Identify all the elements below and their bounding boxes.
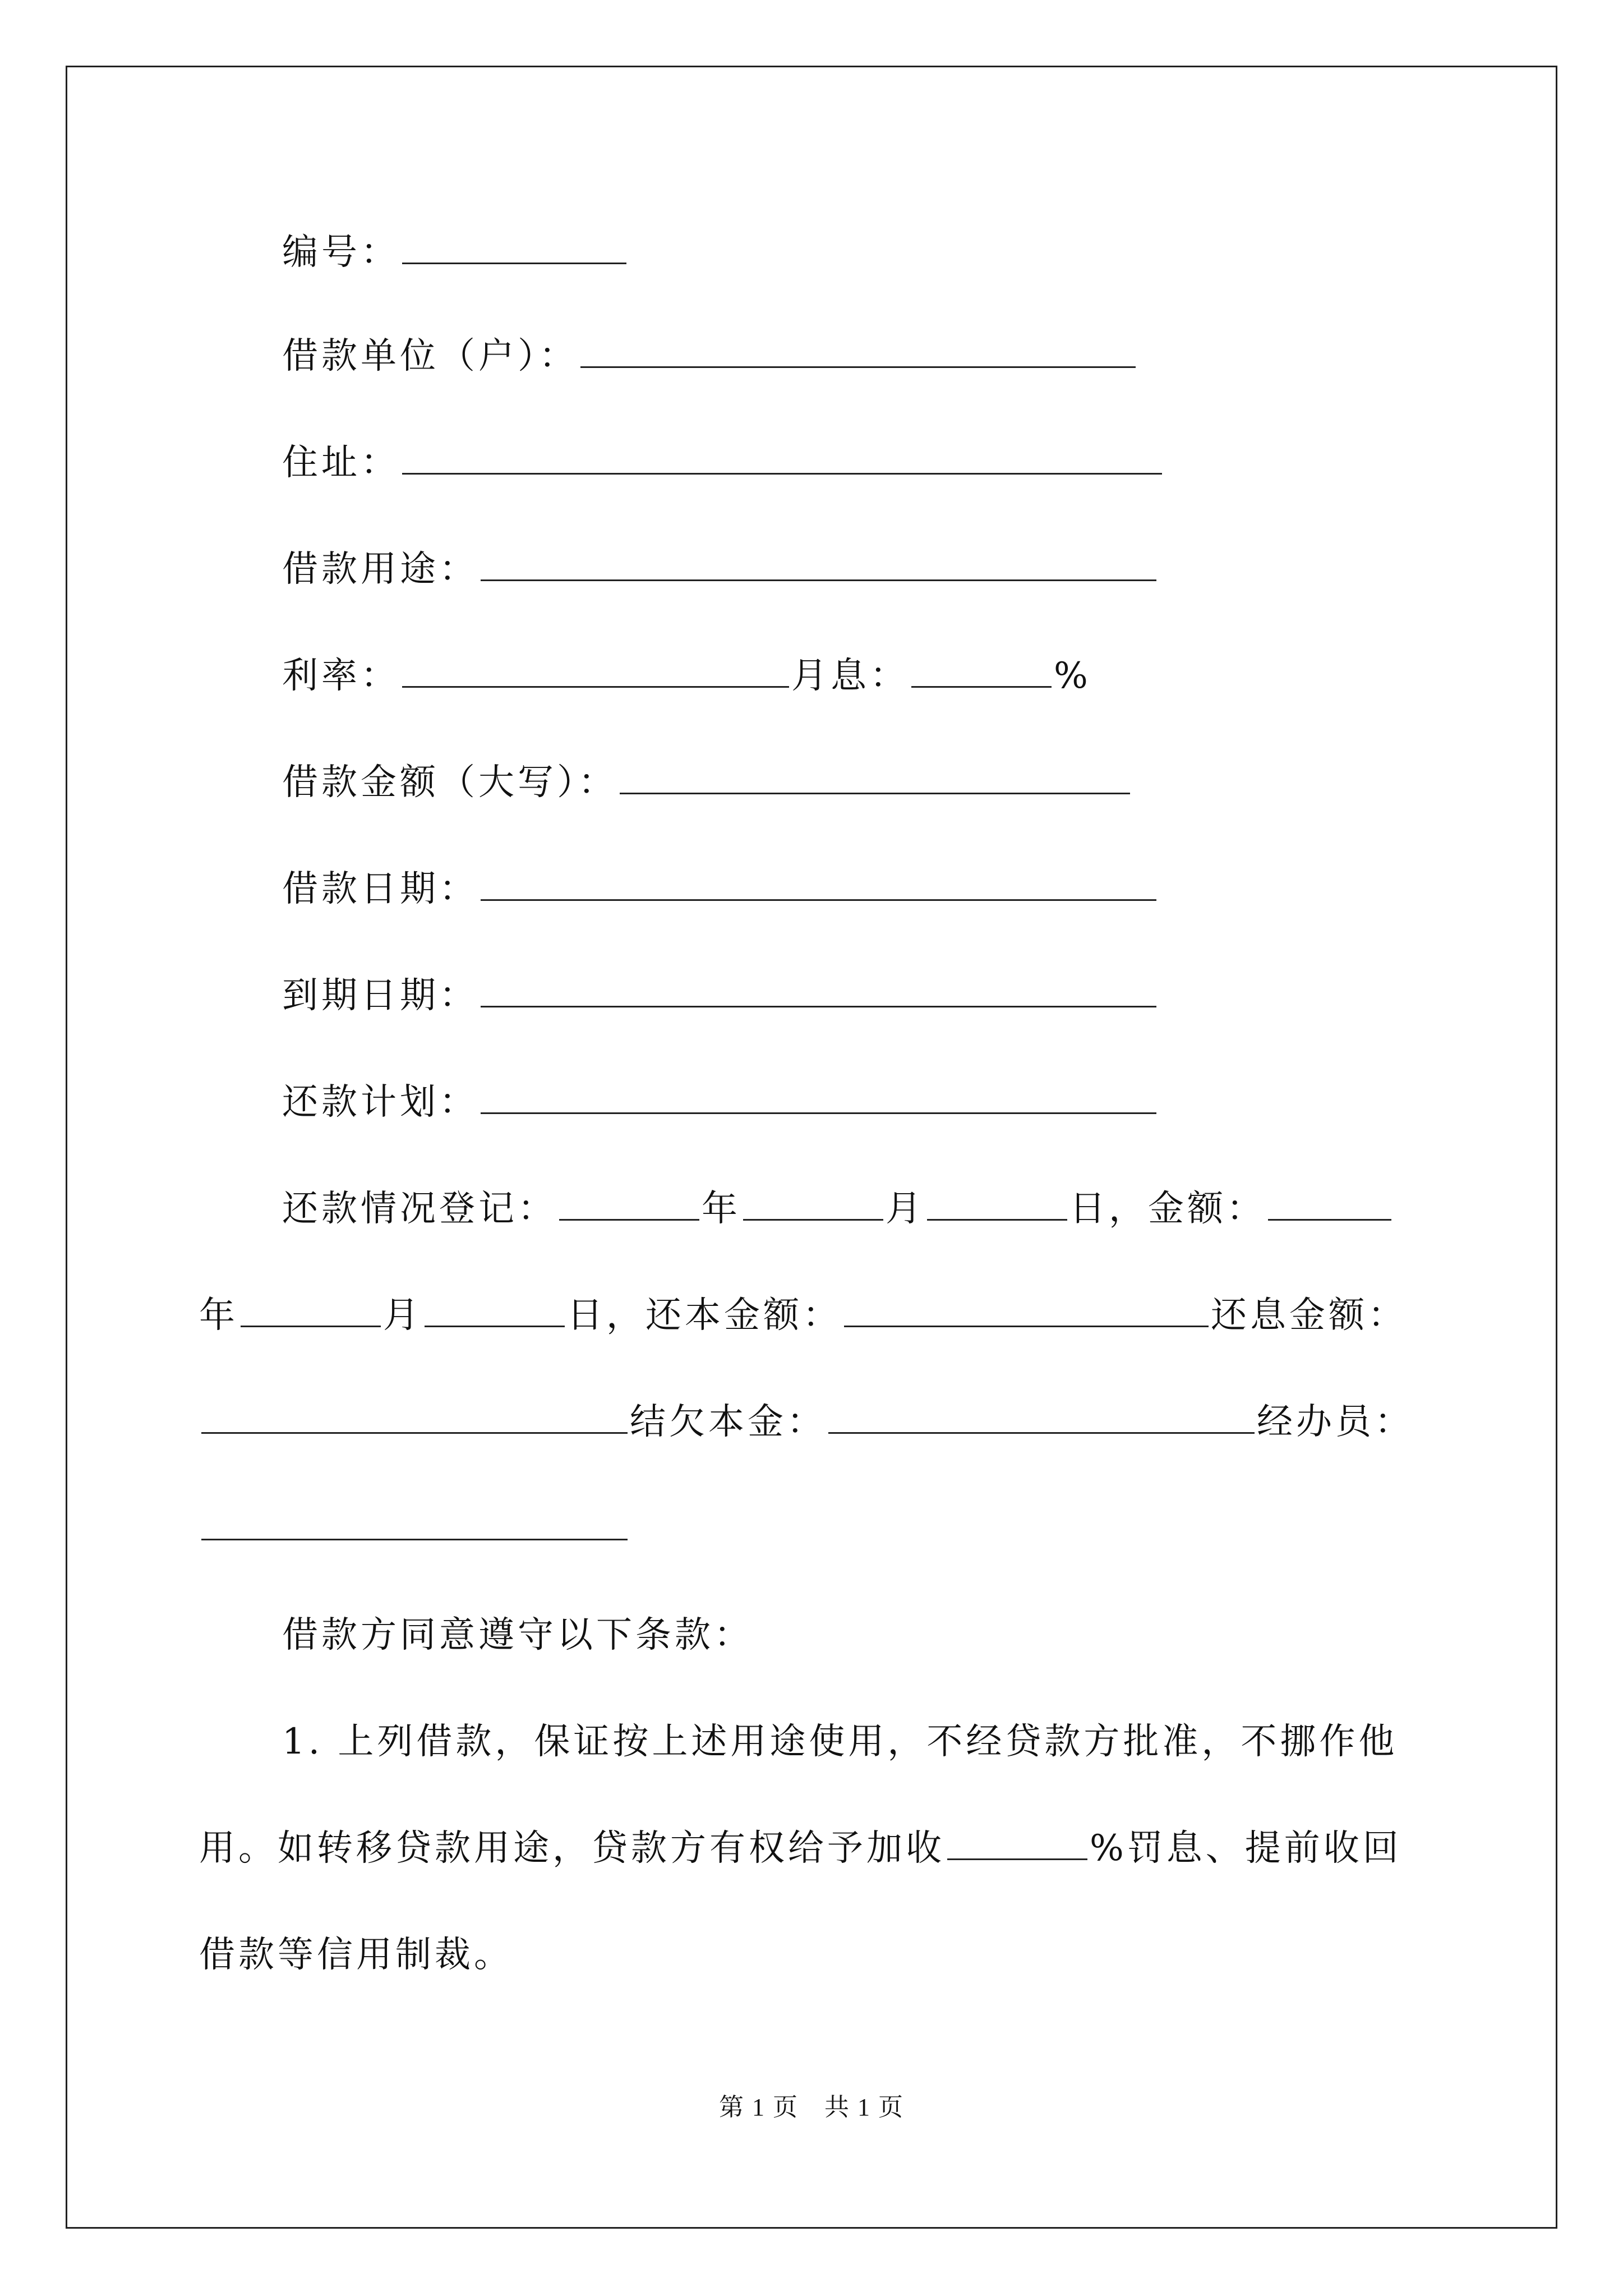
repayment-record-label: 还款情况登记： bbox=[282, 1188, 557, 1230]
clerk-label: 经办员： bbox=[1257, 1401, 1414, 1443]
purpose-label: 借款用途： bbox=[282, 549, 478, 590]
rate-label: 利率： bbox=[282, 655, 400, 697]
record-month-blank[interactable] bbox=[743, 1186, 883, 1221]
loan-date-label: 借款日期： bbox=[282, 868, 478, 910]
address-blank[interactable] bbox=[402, 440, 1162, 475]
clause-1-text: 用。如转移贷款用途，贷款方有权给予加收 bbox=[199, 1828, 945, 1869]
loan-date-row bbox=[282, 867, 1516, 912]
monthly-interest-label: 月息： bbox=[791, 655, 909, 697]
record-amount-blank[interactable] bbox=[1268, 1186, 1391, 1221]
repay-plan-label: 还款计划： bbox=[282, 1082, 478, 1123]
page-border bbox=[66, 66, 1557, 2229]
due-date-label: 到期日期： bbox=[282, 975, 478, 1016]
due-date-row bbox=[282, 973, 1516, 1018]
principal-blank[interactable] bbox=[844, 1293, 1209, 1327]
amount-label: 借款金额（大写）： bbox=[282, 762, 617, 803]
clause-1-line-1: 1. 上列借款，保证按上述用途使用，不经贷款方批准，不挪作他 bbox=[282, 1721, 1398, 1763]
clerk-row bbox=[199, 1506, 1433, 1551]
owed-principal-blank[interactable] bbox=[828, 1400, 1255, 1434]
penalty-rate-blank[interactable] bbox=[947, 1826, 1087, 1860]
repayment-record-row-2 bbox=[199, 1293, 1433, 1338]
repay-plan-row bbox=[282, 1080, 1516, 1125]
year-label: 年 bbox=[702, 1188, 741, 1230]
rate-blank[interactable] bbox=[402, 654, 789, 688]
borrower-blank[interactable] bbox=[580, 334, 1136, 368]
record-year-blank[interactable] bbox=[559, 1186, 699, 1221]
owed-principal-label: 结欠本金： bbox=[630, 1401, 826, 1443]
clause-1-line-3: 借款等信用制裁。 bbox=[199, 1934, 513, 1976]
year-label: 年 bbox=[199, 1295, 238, 1336]
day-blank[interactable] bbox=[425, 1293, 565, 1327]
day-label: 日， bbox=[1069, 1188, 1148, 1230]
monthly-interest-blank[interactable] bbox=[911, 654, 1052, 688]
day-label: 日， bbox=[567, 1295, 645, 1336]
page-footer: 第 1 页 共 1 页 bbox=[719, 2093, 904, 2121]
interest-label: 还息金额： bbox=[1211, 1295, 1407, 1336]
amount-row bbox=[282, 760, 1516, 805]
clerk-blank[interactable] bbox=[201, 1506, 628, 1540]
address-label: 住址： bbox=[282, 442, 400, 484]
borrower-row bbox=[282, 334, 1516, 379]
rate-row bbox=[282, 654, 1516, 698]
borrower-label: 借款单位（户）： bbox=[282, 335, 578, 377]
month-label: 月 bbox=[383, 1295, 422, 1336]
clause-1-line-2 bbox=[199, 1826, 1433, 1871]
purpose-row bbox=[282, 547, 1516, 592]
clause-1-text-cont: %罚息、提前收回 bbox=[1090, 1828, 1402, 1869]
interest-blank[interactable] bbox=[201, 1400, 628, 1434]
repay-plan-blank[interactable] bbox=[481, 1080, 1156, 1114]
contract-number-row bbox=[282, 230, 1516, 275]
address-row bbox=[282, 440, 1516, 485]
loan-date-blank[interactable] bbox=[481, 867, 1156, 901]
due-date-blank[interactable] bbox=[481, 973, 1156, 1007]
contract-number-label: 编号： bbox=[282, 232, 400, 273]
amount-blank[interactable] bbox=[620, 760, 1130, 794]
terms-intro: 借款方同意遵守以下条款： bbox=[282, 1614, 753, 1656]
percent-sign: % bbox=[1054, 655, 1091, 697]
repayment-record-row-3 bbox=[199, 1400, 1433, 1444]
repayment-record-row-1 bbox=[282, 1186, 1516, 1231]
record-amount-label: 金额： bbox=[1148, 1188, 1266, 1230]
principal-label: 还本金额： bbox=[645, 1295, 842, 1336]
record-day-blank[interactable] bbox=[927, 1186, 1067, 1221]
month-label: 月 bbox=[886, 1188, 925, 1230]
year-blank[interactable] bbox=[241, 1293, 381, 1327]
purpose-blank[interactable] bbox=[481, 547, 1156, 581]
contract-number-blank[interactable] bbox=[402, 230, 626, 264]
